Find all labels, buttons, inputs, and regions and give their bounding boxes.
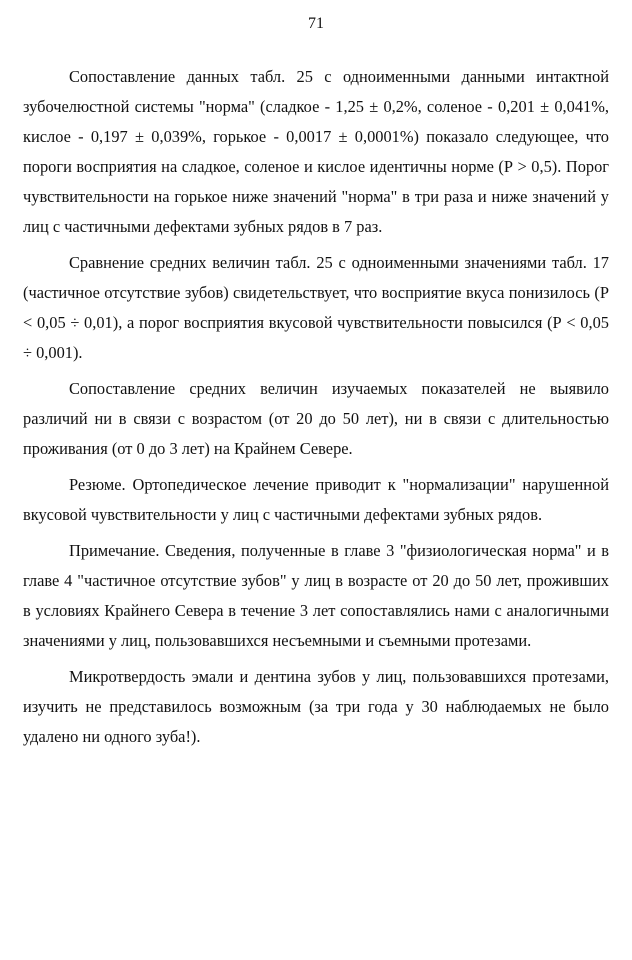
- paragraph-comparison-table-17: Сравнение средних величин табл. 25 с одноименными значениями табл. 17 (частичное отсутствие зубов) свидетельствует, что восприятие вкуса понизилось (Р < 0,05 ÷ 0,01), а порог восприятия вкусовой чувствительности повысился (Р < 0,05 ÷ 0,001).: [23, 253, 609, 362]
- paragraph-summary: Резюме. Ортопедическое лечение приводит к "нормализации" нарушенной вкусовой чувствительности у лиц с частичными дефектами зубных рядов.: [23, 475, 609, 524]
- paragraph-comparison-norm: Сопоставление данных табл. 25 с одноименными данными интактной зубочелюстной системы "норма" (сладкое - 1,25 ± 0,2%, соленое - 0,201 ± 0,041%, кислое - 0,197 ± 0,039%, горькое - 0,0017 ± 0,0001%) показало следующее, что пороги восприятия на сладкое, соленое и кислое идентичны норме (Р > 0,5). Порог чувствительности на горькое ниже значений "норма" в три раза и ниже значений у лиц с частичными дефектами зубных рядов в 7 раз.: [23, 67, 609, 236]
- paragraph-age-duration: Сопоставление средних величин изучаемых показателей не выявило различий ни в связи с возрастом (от 20 до 50 лет), ни в связи с длительностью проживания (от 0 до 3 лет) на Крайнем Севере.: [23, 379, 609, 458]
- page-number: 71: [308, 15, 324, 32]
- body-text: [23, 62, 609, 758]
- paragraph-note: Примечание. Сведения, полученные в главе 3 "физиологическая норма" и в главе 4 "частичное отсутствие зубов" у лиц в возрасте от 20 до 50 лет, проживших в условиях Крайнего Севера в течение 3 лет сопоставлялись нами с аналогичными значениями у лиц, пользовавшихся несъемными и съемными протезами.: [23, 541, 609, 650]
- paragraph-microhardness: Микротвердость эмали и дентина зубов у лиц, пользовавшихся протезами, изучить не представилось возможным (за три года у 30 наблюдаемых не было удалено ни одного зуба!).: [23, 667, 609, 746]
